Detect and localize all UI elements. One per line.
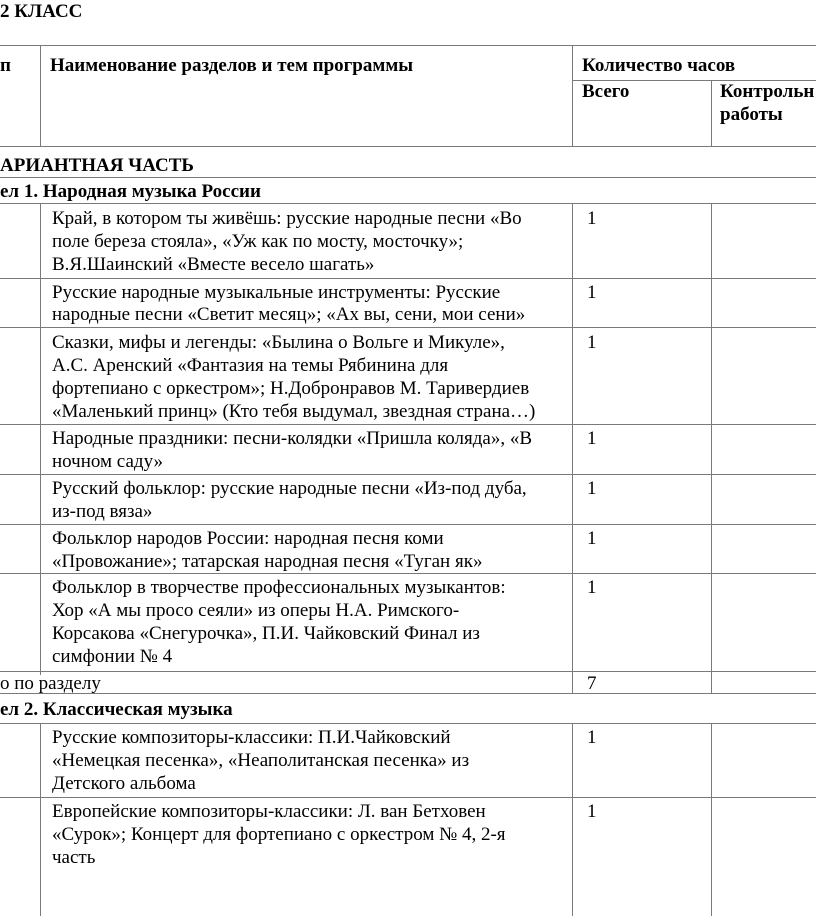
topic-line: часть <box>52 847 96 868</box>
topic-line: Русские композиторы-классики: П.И.Чайковский <box>52 727 451 748</box>
topic-line: Русский фольклор: русские народные песни «Из-под дуба, <box>52 478 527 499</box>
topic-line: народные песни «Светит месяц»; «Ах вы, сени, мои сени» <box>52 304 526 325</box>
topic-line: «Маленький принц» (Кто тебя выдумал, звездная страна…) <box>52 401 536 422</box>
col-divider <box>572 203 573 693</box>
topic-line: «Немецкая песенка», «Неаполитанская песенка» из <box>52 750 470 771</box>
row-divider <box>0 278 816 279</box>
topic-line: А.С. Аренский «Фантазия на темы Рябинина для <box>52 355 449 376</box>
topic-line: из-под вяза» <box>52 501 153 522</box>
topic-line: Сказки, мифы и легенды: «Былина о Вольге и Микуле», <box>52 332 505 353</box>
col-divider <box>711 203 712 693</box>
topic-line: Фольклор народов России: народная песня коми <box>52 528 444 549</box>
section-1-title: ел 1. Народная музыка России <box>0 181 261 202</box>
row-divider <box>0 671 816 672</box>
row-divider <box>0 797 816 798</box>
col-divider <box>40 203 41 675</box>
topic-line: Детского альбома <box>52 773 196 794</box>
topic-line: Европейские композиторы-классики: Л. ван Бетховен <box>52 801 486 822</box>
topic-line: симфонии № 4 <box>52 646 173 667</box>
section-2-title: ел 2. Классическая музыка <box>0 699 233 720</box>
invariant-part-title: АРИАНТНАЯ ЧАСТЬ <box>0 155 194 176</box>
hours-value: 1 <box>587 727 597 748</box>
col-divider <box>711 80 712 146</box>
header-tests-line2: работы <box>720 104 783 125</box>
header-number: п <box>0 55 11 76</box>
row-divider <box>0 723 816 724</box>
topic-line: поле береза стояла», «Уж как по мосту, мосточку»; <box>52 231 464 252</box>
col-divider <box>40 45 41 146</box>
row-divider <box>0 327 816 328</box>
topic-line: Русские народные музыкальные инструменты: Русские <box>52 282 501 303</box>
topic-line: Хор «А мы просо сеяли» из оперы Н.А. Римского- <box>52 600 460 621</box>
header-hours: Количество часов <box>582 55 736 76</box>
col-divider <box>572 723 573 916</box>
header-total: Всего <box>582 81 630 102</box>
row-divider <box>0 524 816 525</box>
topic-line: Народные праздники: песни-колядки «Пришла коляда», «В <box>52 428 533 449</box>
topic-line: Фольклор в творчестве профессиональных музыкантов: <box>52 577 506 598</box>
hours-value: 1 <box>587 428 597 449</box>
topic-line: «Провожание»; татарская народная песня «Туган як» <box>52 551 483 572</box>
topic-line: Край, в котором ты живёшь: русские народные песни «Во <box>52 208 522 229</box>
col-divider <box>711 723 712 916</box>
hours-value: 1 <box>587 332 597 353</box>
topic-line: В.Я.Шаинский «Вместе весело шагать» <box>52 254 375 275</box>
topic-line: фортепиано с оркестром»; Н.Добронравов М. Таривердиев <box>52 378 530 399</box>
hours-value: 1 <box>587 528 597 549</box>
subtotal-label: о по разделу <box>0 673 101 694</box>
topic-line: ночном саду» <box>52 451 164 472</box>
hours-value: 1 <box>587 282 597 303</box>
header-tests: Контрольн <box>720 81 815 102</box>
col-divider <box>40 723 41 916</box>
hours-value: 1 <box>587 577 597 598</box>
col-divider <box>572 45 573 146</box>
row-divider <box>0 146 816 147</box>
header-section-name: Наименование разделов и тем программы <box>50 55 414 76</box>
subtotal-hours: 7 <box>587 673 597 694</box>
class-heading: 2 КЛАСС <box>0 1 83 22</box>
hours-value: 1 <box>587 801 597 822</box>
topic-line: «Сурок»; Концерт для фортепиано с оркестром № 4, 2-я <box>52 824 506 845</box>
row-divider <box>0 693 816 694</box>
row-divider <box>0 474 816 475</box>
row-divider <box>0 45 816 46</box>
hours-value: 1 <box>587 208 597 229</box>
hours-value: 1 <box>587 478 597 499</box>
topic-line: Корсакова «Снегурочка», П.И. Чайковский Финал из <box>52 623 480 644</box>
row-divider <box>0 424 816 425</box>
